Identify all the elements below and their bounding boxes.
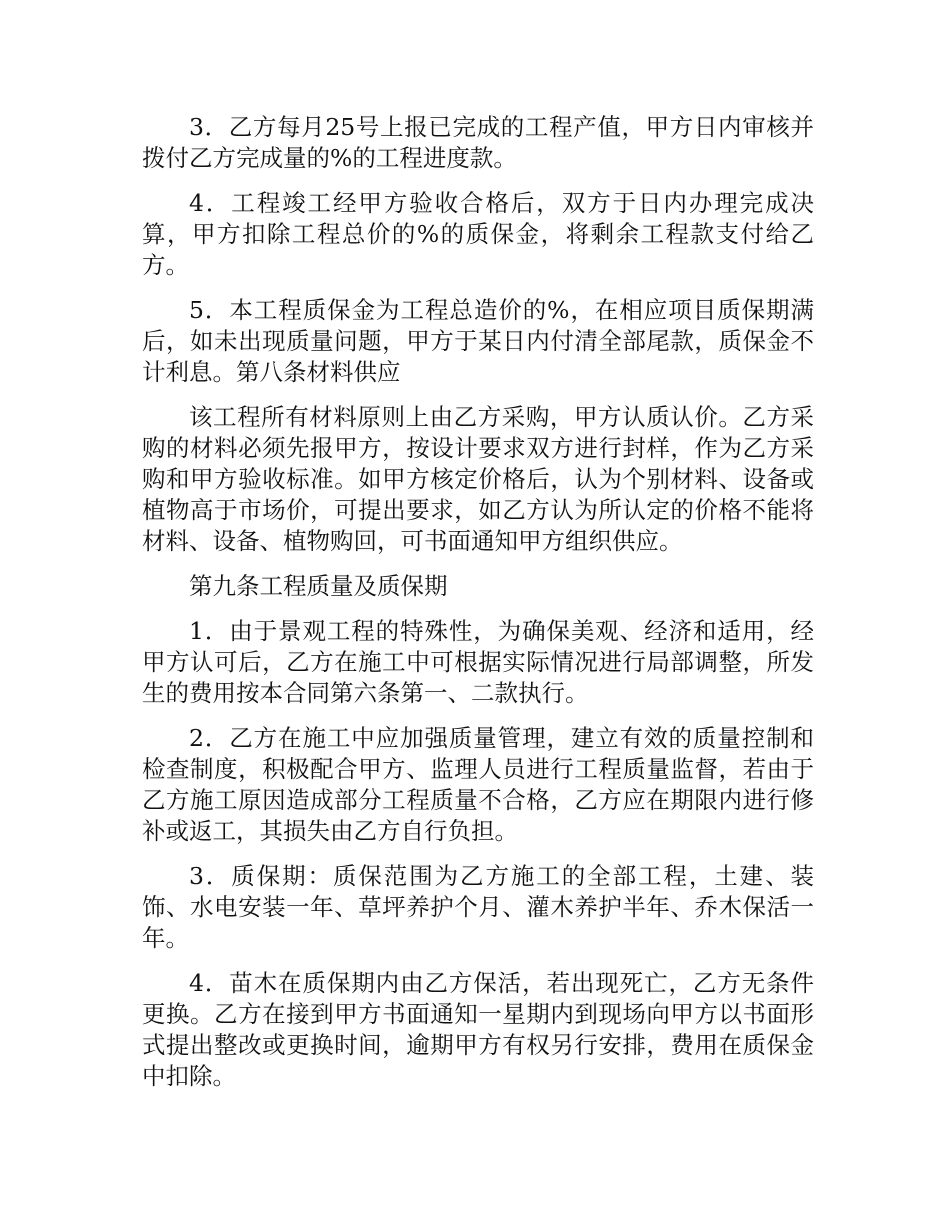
paragraph-warranty-deposit: 5．本工程质保金为工程总造价的%，在相应项目质保期满后，如未出现质量问题，甲方于某日内付清全部尾款，质保金不计利息。第八条材料供应 <box>142 296 814 386</box>
paragraph-payment-progress: 3．乙方每月25号上报已完成的工程产值，甲方日内审核并拨付乙方完成量的%的工程进度款。 <box>142 113 814 172</box>
section-heading-quality-warranty: 第九条工程质量及质保期 <box>189 572 448 600</box>
paragraph-material-supply: 该工程所有材料原则上由乙方采购，甲方认质认价。乙方采购的材料必须先报甲方，按设计要求双方进行封样，作为乙方采购和甲方验收标准。如甲方核定价格后，认为个别材料、设备或植物高于市场价，可提出要求，如乙方认为所认定的价格不能将材料、设备、植物购回，可书面通知甲方组织供应。 <box>142 403 814 555</box>
paragraph-warranty-period: 3．质保期：质保范围为乙方施工的全部工程，土建、装饰、水电安装一年、草坪养护个月、灌木养护半年、乔木保活一年。 <box>142 862 814 952</box>
paragraph-local-adjustment: 1．由于景观工程的特殊性，为确保美观、经济和适用，经甲方认可后，乙方在施工中可根据实际情况进行局部调整，所发生的费用按本合同第六条第一、二款执行。 <box>142 617 814 707</box>
paragraph-final-settlement: 4．工程竣工经甲方验收合格后，双方于日内办理完成决算，甲方扣除工程总价的%的质保金，将剩余工程款支付给乙方。 <box>142 189 814 279</box>
document-page <box>142 112 814 1106</box>
paragraph-quality-management: 2．乙方在施工中应加强质量管理，建立有效的质量控制和检查制度，积极配合甲方、监理人员进行工程质量监督，若由于乙方施工原因造成部分工程质量不合格，乙方应在期限内进行修补或返工，其损失由乙方自行负担。 <box>142 724 814 845</box>
paragraph-seedling-replacement: 4．苗木在质保期内由乙方保活，若出现死亡，乙方无条件更换。乙方在接到甲方书面通知一星期内到现场向甲方以书面形式提出整改或更换时间，逾期甲方有权另行安排，费用在质保金中扣除。 <box>142 969 814 1090</box>
